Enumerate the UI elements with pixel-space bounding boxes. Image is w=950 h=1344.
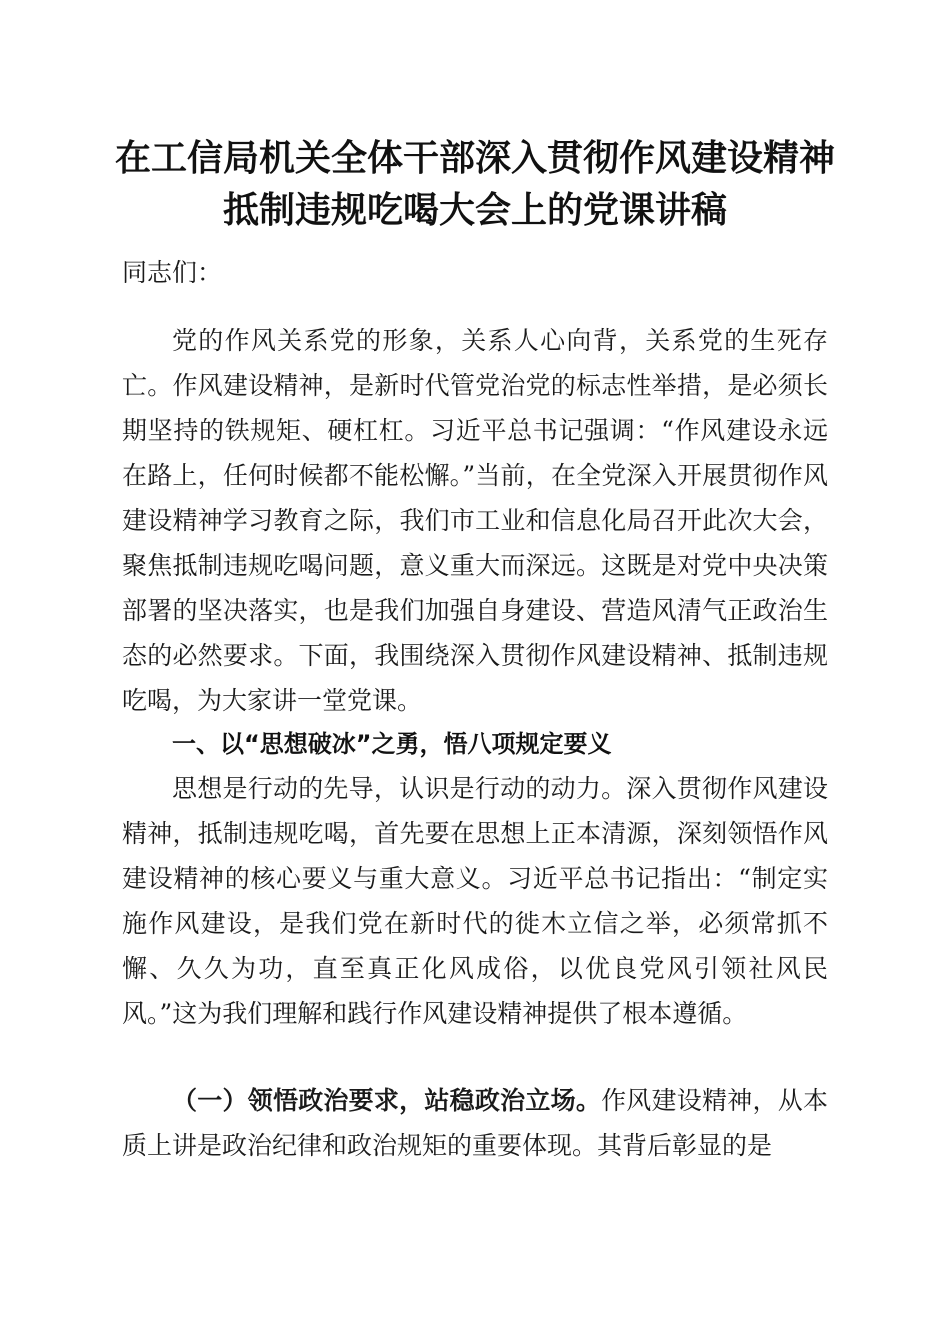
paragraph-section-1: 思想是行动的先导，认识是行动的动力。深入贯彻作风建设精神，抵制违规吃喝，首先要在思想上正本清源，深刻领悟作风建设精神的核心要义与重大意义。习近平总书记指出：“制定实施作风建设，是我们党在新时代的徙木立信之举，必须常抓不懈、久久为功，直至真正化风成俗，以优良党风引领社风民风。”这为我们理解和践行作风建设精神提供了根本遵循。 (122, 774, 828, 1028)
document-title-line-2: 抵制违规吃喝大会上的党课讲稿 (222, 189, 727, 231)
paragraph-subsection-1 (122, 1078, 828, 1168)
paragraph-intro: 党的作风关系党的形象，关系人心向背，关系党的生死存亡。作风建设精神，是新时代管党治党的标志性举措，是必须长期坚持的铁规矩、硬杠杠。习近平总书记强调：“作风建设永远在路上，任何时候都不能松懈。”当前，在全党深入开展贯彻作风建设精神学习教育之际，我们市工业和信息化局召开此次大会，聚焦抵制违规吃喝问题，意义重大而深远。这既是对党中央决策部署的坚决落实，也是我们加强自身建设、营造风清气正政治生态的必然要求。下面，我围绕深入贯彻作风建设精神、抵制违规吃喝，为大家讲一堂党课。 (122, 326, 828, 715)
subsection-1-lead: （一）领悟政治要求，站稳政治立场。 (172, 1086, 602, 1115)
section-heading-1: 一、以“思想破冰”之勇，悟八项规定要义 (172, 730, 612, 758)
subsection-1-text: 作风建设精神，从本质上讲是政治纪律和政治规矩的重要体现。其背后彰显的是 (122, 1086, 828, 1160)
greeting: 同志们： (122, 258, 223, 287)
document-title-line-1: 在工信局机关全体干部深入贯彻作风建设精神 (114, 137, 835, 179)
